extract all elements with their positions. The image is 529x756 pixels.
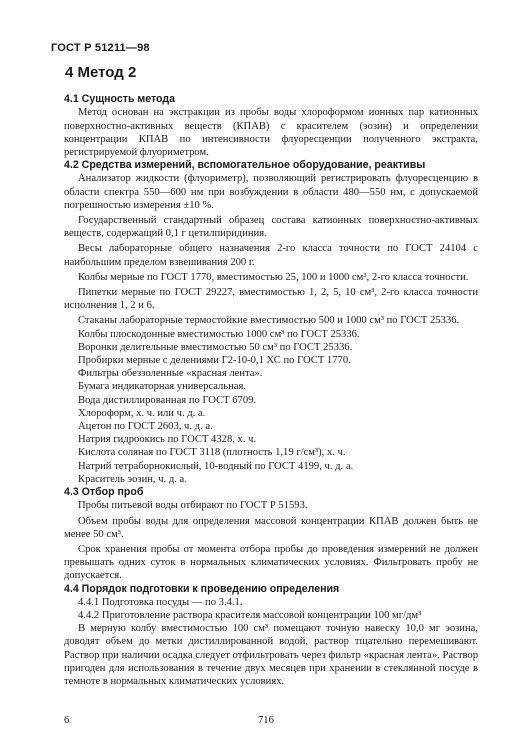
paragraph: Пробы питьевой воды отбирают по ГОСТ Р 51593.: [78, 500, 308, 512]
paragraph: Воронки делительные вместимостью 50 см³ по ГОСТ 25336.: [78, 341, 353, 353]
page-number: 716: [258, 715, 274, 726]
paragraph: Натрий тетраборнокислый, 10-водный по ГОСТ 4199, ч. д. а.: [78, 460, 354, 472]
paragraph: Метод основан на экстракции из пробы воды хлороформом ионных пар катионных поверхностно-активных веществ (КПАВ) с красителем (эозин) и определении концентрации КПАВ по интенсивности флуоресценции полученного экстракта, регистрируемой флуориметром.: [64, 107, 478, 159]
paragraph: Анализатор жидкости (флуориметр), позволяющий регистрировать флуоресценцию в области спектра 550—600 нм при возбуждении в области 480—550 нм, с допускаемой погрешностью измерения ±10 %.: [64, 173, 478, 211]
paragraph: Фильтры обеззоленные «красная лента».: [78, 368, 263, 380]
subsection-4-3-title: 4.3 Отбор проб: [64, 486, 144, 499]
paragraph: Вода дистиллированная по ГОСТ 6709.: [78, 394, 257, 406]
paragraph: 4.4.2 Приготовление раствора красителя массовой концентрации 100 мг/дм³: [78, 609, 422, 621]
subsection-4-4-title: 4.4 Порядок подготовки к проведению определения: [64, 582, 340, 595]
paragraph: Объем пробы воды для определения массовой концентрации КПАВ должен быть не менее 50 см³.: [64, 515, 478, 540]
paragraph: Кислота соляная по ГОСТ 3118 (плотность 1,19 г/см³), х. ч.: [78, 447, 346, 459]
paragraph: Краситель эозин, ч. д. а.: [78, 473, 187, 485]
paragraph: Колбы мерные по ГОСТ 1770, вместимостью 25, 100 и 1000 см³, 2-го класса точности.: [78, 271, 469, 283]
subsection-4-2-title: 4.2 Средства измерений, вспомогательное оборудование, реактивы: [64, 159, 426, 172]
paragraph: В мерную колбу вместимостью 100 см³ помещают точную навеску 10,0 мг эозина, доводят объем до метки дистиллированной водой, раствор тщательно перемешивают. Раствор при наличии осадка следует отфильтровать через фильтр «красная лента». Раствор пригоден для использования в течение двух месяцев при хранении в стеклянной посуде в темноте в нормальных климатических условиях.: [64, 623, 478, 687]
paragraph: Ацетон по ГОСТ 2603, ч. д. а.: [78, 421, 213, 433]
paragraph: Пипетки мерные по ГОСТ 29227, вместимостью 1, 2, 5, 10 см³, 2-го класса точности исполнения 1, 2 и 6.: [64, 287, 478, 312]
document-body: [64, 66, 478, 688]
paragraph: Натрия гидроокись по ГОСТ 4328, х. ч.: [78, 434, 257, 446]
standard-code-header: ГОСТ Р 51211—98: [51, 42, 150, 54]
folio-number: 6: [64, 715, 70, 726]
paragraph: Пробирки мерные с делениями Г2-10-0,1 ХС по ГОСТ 1770.: [78, 355, 351, 367]
paragraph: 4.4.1 Подготовка посуды — по 3.4.1.: [78, 596, 243, 608]
paragraph: Колбы плоскодонные вместимостью 1000 см³ по ГОСТ 25336.: [78, 328, 360, 340]
paragraph: Хлороформ, х. ч. или ч. д. а.: [78, 407, 206, 419]
paragraph: Государственный стандартный образец состава катионных поверхностно-активных веществ, содержащий 0,1 г цетилпиридиния.: [64, 215, 478, 240]
section-title: 4 Метод 2: [65, 64, 137, 81]
paragraph: Срок хранения пробы от момента отбора пробы до проведения измерений не должен превышать одних суток в нормальных климатических условиях. Фильтровать пробу не допускается.: [64, 543, 478, 582]
paragraph: Бумага индикаторная универсальная.: [78, 381, 247, 393]
paragraph: Стаканы лабораторные термостойкие вместимостью 500 и 1000 см³ по ГОСТ 25336.: [78, 315, 460, 327]
paragraph: Весы лабораторные общего назначения 2-го класса точности по ГОСТ 24104 с наибольшим пределом взвешивания 200 г.: [64, 243, 478, 268]
subsection-4-1-title: 4.1 Сущность метода: [64, 93, 176, 106]
